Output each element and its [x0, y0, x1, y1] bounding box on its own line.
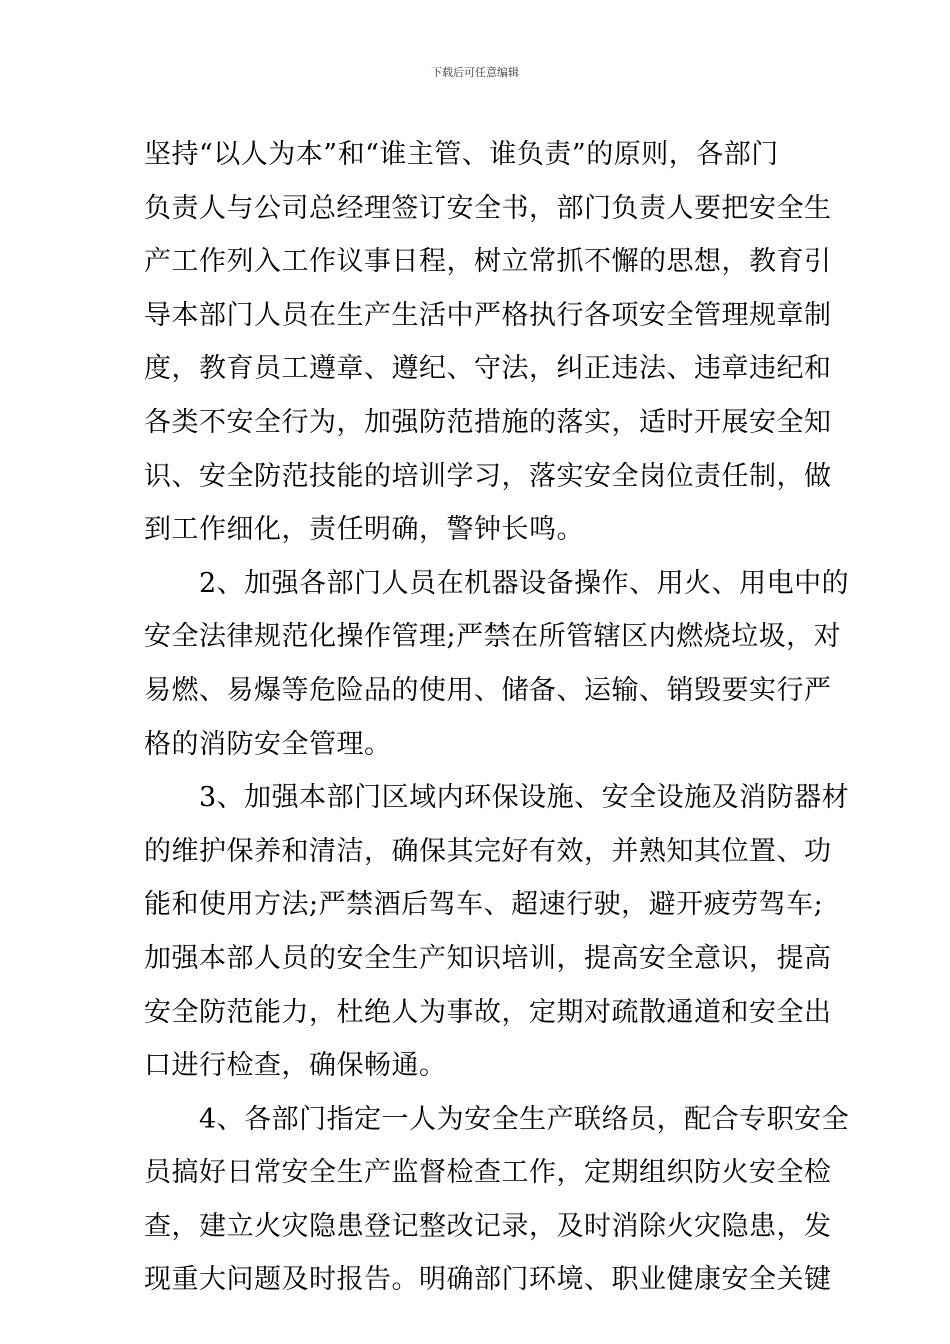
paragraph-3: [144, 771, 850, 1093]
text-line: 口进行检查，确保畅通。: [144, 1050, 447, 1082]
text-line: 3、加强本部门区域内环保设施、安全设施及消防器材: [144, 782, 850, 814]
paragraph-2: [144, 557, 850, 771]
text-line: 识、安全防范技能的培训学习，落实安全岗位责任制，做: [144, 460, 832, 492]
paragraph-4: [144, 1093, 850, 1307]
text-line: 安全法律规范化操作管理;严禁在所管辖区内燃烧垃圾，对: [144, 621, 842, 653]
text-line: 各类不安全行为，加强防范措施的落实，适时开展安全知: [144, 406, 832, 438]
text-line: 员搞好日常安全生产监督检查工作，定期组织防火安全检: [144, 1157, 832, 1189]
text-line: 坚持“以人为本”和“谁主管、谁负责”的原则，各部门: [144, 139, 779, 170]
text-line: 导本部门人员在生产生活中严格执行各项安全管理规章制: [144, 299, 832, 331]
document-body: [144, 128, 850, 1307]
text-line: 产工作列入工作议事日程，树立常抓不懈的思想，教育引: [144, 246, 832, 278]
paragraph-1: [144, 128, 832, 557]
text-line: 查，建立火灾隐患登记整改记录，及时消除火灾隐患，发: [144, 1210, 832, 1242]
text-line: 安全防范能力，杜绝人为事故，定期对疏散通道和安全出: [144, 996, 832, 1028]
text-line: 格的消防安全管理。: [144, 728, 392, 760]
text-line: 度，教育员工遵章、遵纪、守法，纠正违法、违章违纪和: [144, 353, 832, 385]
text-line: 到工作细化，责任明确，警钟长鸣。: [144, 514, 584, 546]
text-line: 4、各部门指定一人为安全生产联络员，配合专职安全: [144, 1103, 850, 1135]
text-line: 加强本部人员的安全生产知识培训，提高安全意识，提高: [144, 942, 832, 974]
text-line: 能和使用方法;严禁酒后驾车、超速行驶，避开疲劳驾车;: [144, 889, 824, 921]
text-line: 的维护保养和清洁，确保其完好有效，并熟知其位置、功: [144, 835, 832, 867]
text-line: 易燃、易爆等危险品的使用、储备、运输、销毁要实行严: [144, 674, 832, 706]
page-header: 下载后可任意编辑: [431, 66, 519, 79]
text-line: 2、加强各部门人员在机器设备操作、用火、用电中的: [144, 567, 850, 599]
text-line: 现重大问题及时报告。明确部门环境、职业健康安全关键: [144, 1264, 832, 1296]
text-line: 负责人与公司总经理签订安全书，部门负责人要把安全生: [144, 192, 832, 224]
